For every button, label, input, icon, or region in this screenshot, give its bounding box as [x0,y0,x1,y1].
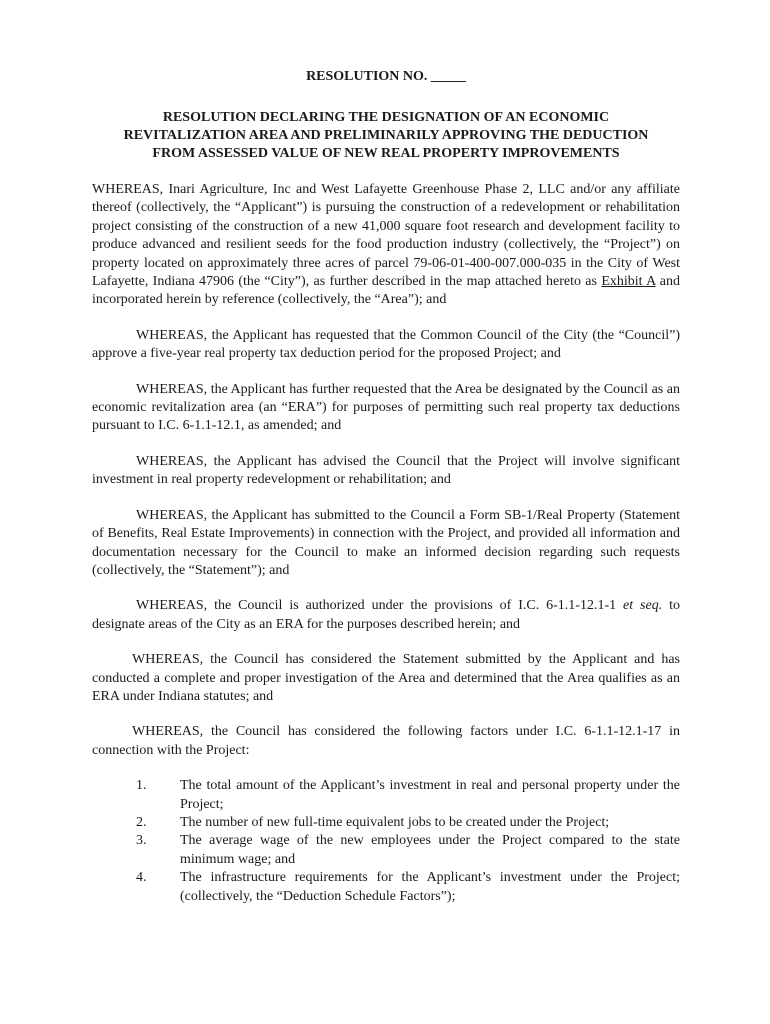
whereas-authorized [92,597,680,634]
factor-number: 4. [136,870,147,886]
p1-text-before: WHEREAS, Inari Agriculture, Inc and West Lafayette Greenhouse Phase 2, LLC and/or any affiliate thereof (collectively, the “Applicant”) is pursuing the construction of a redevelopment or rehabilitation project consisting of the construction of a new 41,000 square foot research and development facility to produce advanced and resilient seeds for the food production industry (collectively, the “Project”) on property located on approximately three acres of parcel 79-06-01-400-007.000-035 in the City of West Lafayette, Indiana 47906 (the “City”), as further described in the map attached hereto as [92,182,680,290]
resolution-title [92,109,680,163]
list-item [92,814,680,832]
p6-text-after: to designate areas of the City as an ERA for the purposes described herein; and [92,598,681,632]
factor-number: 1. [136,778,147,794]
factor-text: The infrastructure requirements for the Applicant’s investment under the Project; (collectively, the “Deduction Schedule Factors”); [180,870,680,904]
title-line-1: RESOLUTION DECLARING THE DESIGNATION OF AN ECONOMIC [162,110,610,125]
title-line-3: FROM ASSESSED VALUE OF NEW REAL PROPERTY IMPROVEMENTS [152,146,620,161]
whereas-investment: WHEREAS, the Applicant has advised the Council that the Project will involve significant investment in real property redevelopment or rehabilitation; and [92,453,680,488]
factor-number: 2. [136,814,147,830]
factor-text: The average wage of the new employees under the Project compared to the state minimum wage; and [180,833,680,867]
p1-text-after: and incorporated herein by reference (collectively, the “Area”); and [92,274,680,308]
factor-number: 3. [136,833,147,849]
document-page [92,68,680,906]
exhibit-a-link: Exhibit A [601,274,656,290]
factor-list [92,777,680,906]
list-item [92,832,680,869]
whereas-applicant-project [92,181,680,310]
factor-text: The number of new full-time equivalent jobs to be created under the Project; [180,814,610,830]
whereas-factors: WHEREAS, the Council has considered the following factors under I.C. 6-1.1-12.1-17 in connection with the Project: [92,724,680,758]
whereas-council-request: WHEREAS, the Applicant has requested that the Common Council of the City (the “Council”) approve a five-year real property tax deduction period for the proposed Project; and [92,327,680,362]
resolution-number: RESOLUTION NO. _____ [306,69,466,84]
p6-text-before: WHEREAS, the Council is authorized under the provisions of I.C. 6-1.1-12.1-1 [136,598,624,614]
list-item [92,777,680,814]
title-line-2: REVITALIZATION AREA AND PRELIMINARILY APPROVING THE DEDUCTION [123,128,649,143]
factor-text: The total amount of the Applicant’s investment in real and personal property under the Project; [180,778,680,812]
whereas-era-request: WHEREAS, the Applicant has further requested that the Area be designated by the Council as an economic revitalization area (an “ERA”) for purposes of permitting such real property tax deductions pursuant to I.C. 6-1.1-12.1, as amended; and [92,381,680,434]
list-item [92,869,680,906]
whereas-statement: WHEREAS, the Applicant has submitted to the Council a Form SB-1/Real Property (Statement of Benefits, Real Estate Improvements) in connection with the Project, and provided all information and documentation necessary for the Council to make an informed decision regarding such requests (collectively, the “Statement”); and [92,507,680,578]
whereas-considered-statement: WHEREAS, the Council has considered the Statement submitted by the Applicant and has conducted a complete and proper investigation of the Area and determined that the Area qualifies as an ERA under Indiana statutes; and [92,652,680,704]
et-seq: et seq. [623,598,663,614]
